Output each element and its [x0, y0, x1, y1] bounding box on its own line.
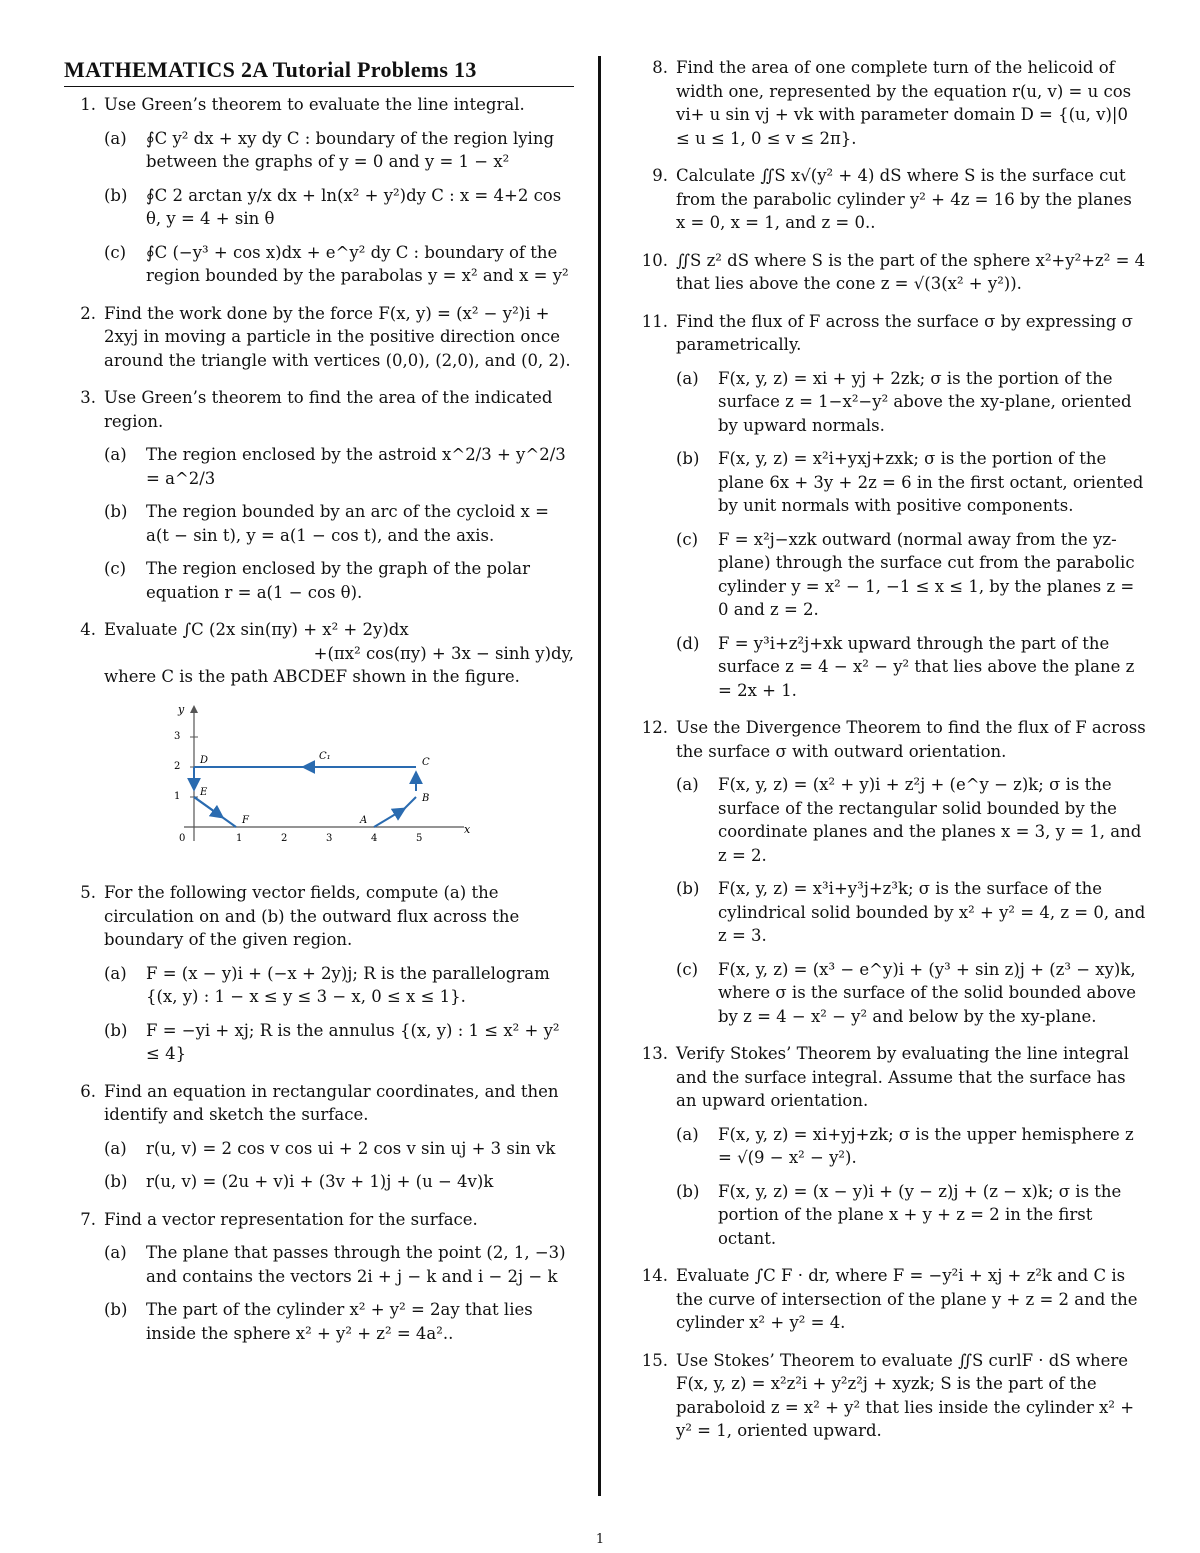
subproblem-text: F = y³i+z²j+xk upward through the part of the surface z = 4 − x² − y² that lies above the plane z = 2x + 1.	[718, 633, 1135, 700]
problem-6	[64, 1080, 574, 1194]
subproblem-label: (a)	[104, 445, 127, 464]
curve-label-c1: C₁	[319, 750, 331, 762]
subproblem-text: F(x, y, z) = x³i+y³j+z³k; σ is the surface of the cylindrical solid bounded by x² + y² = 4, z = 0, and z = 3.	[718, 879, 1146, 945]
subproblem-label: (b)	[104, 1020, 128, 1040]
subproblem-label: (b)	[676, 879, 700, 898]
problem-8	[636, 56, 1146, 150]
problem-number: 2.	[80, 303, 96, 323]
subproblem-3a	[104, 443, 574, 490]
problem-14	[636, 1264, 1146, 1335]
problem-7	[64, 1208, 574, 1346]
subproblem-text: ∮C (−y³ + cos x)dx + e^y² dy C : boundary of the region bounded by the parabolas y = x² and x = y²	[146, 242, 569, 285]
subproblem-label: (b)	[676, 1181, 700, 1201]
subproblem-13a	[676, 1123, 1146, 1170]
subproblem-label: (b)	[104, 1172, 128, 1191]
subproblem-7a	[104, 1241, 574, 1288]
point-label-b: B	[422, 792, 430, 804]
subproblem-text: r(u, v) = 2 cos v cos ui + 2 cos v sin uj + 3 sin vk	[146, 1138, 556, 1158]
problem-1	[64, 93, 574, 288]
problem-number: 10.	[641, 250, 668, 270]
subproblem-1a	[104, 127, 574, 174]
subproblem-label: (c)	[676, 529, 699, 549]
problem-text: Find the area of one complete turn of the helicoid of width one, represented by the equation r(u, v) = u cos vi+ u sin vj + vk with parameter domain D = {(u, v)|0 ≤ u ≤ 1, 0 ≤ v ≤ 2π}.	[676, 58, 1132, 148]
problem-3	[64, 386, 574, 604]
problem-text: Use the Divergence Theorem to find the flux of F across the surface σ with outward orientation.	[676, 718, 1146, 761]
subproblem-label: (a)	[676, 1124, 699, 1144]
subproblem-text: F(x, y, z) = xi + yj + 2zk; σ is the portion of the surface z = 1−x²−y² above the xy-plane, oriented by upward normals.	[718, 368, 1132, 435]
subproblem-12c	[676, 958, 1146, 1029]
subproblem-text: The region enclosed by the astroid x^2/3 + y^2/3 = a^2/3	[146, 445, 566, 488]
problem-4	[64, 618, 574, 867]
problem-text: Evaluate ∫C F · dr, where F = −y²i + xj + z²k and C is the curve of intersection of the plane y + z = 2 and the cylinder x² + y² = 4.	[676, 1266, 1138, 1332]
problem-text: For the following vector fields, compute (a) the circulation on and (b) the outward flux across the boundary of the given region.	[104, 883, 520, 949]
problem-text: Find the work done by the force F(x, y) = (x² − y²)i + 2xyj in moving a particle in the positive direction once around the triangle with vertices (0,0), (2,0), and (0, 2).	[104, 303, 571, 370]
problem-12	[636, 716, 1146, 1028]
problem-text: Use Green’s theorem to find the area of the indicated region.	[104, 388, 553, 431]
problem-text: ∬S z² dS where S is the part of the sphere x²+y²+z² = 4 that lies above the cone z = √(3(x² + y²)).	[676, 250, 1146, 293]
subproblem-6b	[104, 1170, 574, 1194]
problem-text: Find the flux of F across the surface σ by expressing σ parametrically.	[676, 311, 1133, 354]
subproblem-label: (b)	[104, 502, 128, 521]
subproblem-1b	[104, 184, 574, 231]
subproblem-label: (a)	[104, 1243, 127, 1262]
problem-text: Verify Stokes’ Theorem by evaluating the line integral and the surface integral. Assume that the surface has an upward orientation.	[676, 1044, 1129, 1110]
right-column	[636, 56, 1146, 1457]
subproblem-text: F = (x − y)i + (−x + 2y)j; R is the parallelogram {(x, y) : 1 − x ≤ y ≤ 3 − x, 0 ≤ x ≤ 1}.	[146, 963, 550, 1006]
problem-number: 5.	[80, 883, 96, 902]
path-figure	[164, 701, 484, 851]
axis-label-x: x	[464, 822, 471, 836]
problem-text: Calculate ∬S x√(y² + 4) dS where S is the surface cut from the parabolic cylinder y² + 4z = 16 by the planes x = 0, x = 1, and z = 0..	[676, 166, 1132, 232]
problem-11	[636, 310, 1146, 703]
subproblem-13b	[676, 1180, 1146, 1251]
problem-text-continued: +(πx² cos(πy) + 3x − sinh y)dy,	[313, 643, 574, 663]
subproblem-3c	[104, 557, 574, 604]
tick-x-2: 2	[281, 832, 288, 844]
subproblem-text: F = x²j−xzk outward (normal away from the yz-plane) through the surface cut from the parabolic cylinder y = x² − 1, −1 ≤ x ≤ 1, by the planes z = 0 and z = 2.	[718, 529, 1135, 619]
subproblem-text: F(x, y, z) = (x³ − e^y)i + (y³ + sin z)j + (z³ − xy)k, where σ is the surface of the solid bounded above by z = 4 − x² − y² and below by the xy-plane.	[718, 959, 1136, 1026]
subproblem-6a	[104, 1137, 574, 1161]
subproblem-text: ∮C y² dx + xy dy C : boundary of the region lying between the graphs of y = 0 and y = 1 − x²	[146, 128, 555, 171]
subproblem-label: (a)	[676, 775, 699, 794]
subproblem-text: F(x, y, z) = x²i+yxj+zxk; σ is the portion of the plane 6x + 3y + 2z = 6 in the first octant, oriented by unit normals with positive components.	[718, 449, 1144, 515]
subproblem-11b	[676, 447, 1146, 518]
subproblem-label: (d)	[676, 633, 700, 653]
point-label-f: F	[242, 814, 249, 826]
subproblem-3b	[104, 500, 574, 547]
problem-15	[636, 1349, 1146, 1443]
subproblem-11a	[676, 367, 1146, 438]
problem-10	[636, 249, 1146, 296]
problem-text: Use Green’s theorem to evaluate the line integral.	[104, 95, 525, 114]
subproblem-label: (a)	[104, 128, 127, 148]
subproblem-text: The region enclosed by the graph of the polar equation r = a(1 − cos θ).	[146, 559, 530, 602]
problem-2	[64, 302, 574, 373]
tick-x-5: 5	[416, 832, 423, 844]
subproblem-text: F(x, y, z) = xi+yj+zk; σ is the upper hemisphere z = √(9 − x² − y²).	[718, 1124, 1134, 1167]
subproblem-label: (b)	[104, 1300, 128, 1319]
subproblem-11c	[676, 528, 1146, 622]
subproblem-5b	[104, 1019, 574, 1066]
page-title: MATHEMATICS 2A Tutorial Problems 13	[64, 56, 574, 87]
subproblem-5a	[104, 962, 574, 1009]
subproblem-label: (c)	[676, 959, 699, 979]
subproblem-label: (c)	[104, 242, 127, 262]
subproblem-11d	[676, 632, 1146, 703]
problem-number: 13.	[641, 1044, 668, 1063]
problem-number: 8.	[652, 58, 668, 77]
segment-a-b	[374, 809, 404, 827]
problem-number: 3.	[80, 388, 96, 407]
tick-x-1: 1	[236, 832, 243, 844]
subproblem-label: (c)	[104, 559, 127, 578]
point-label-e: E	[200, 786, 208, 798]
problem-text: Evaluate ∫C (2x sin(πy) + x² + 2y)dx	[104, 620, 409, 639]
tick-x-3: 3	[326, 832, 333, 844]
column-divider	[598, 56, 601, 1496]
tick-x-0: 0	[179, 832, 186, 844]
subproblem-12b	[676, 877, 1146, 948]
problem-number: 12.	[641, 718, 668, 737]
subproblem-text: F(x, y, z) = (x − y)i + (y − z)j + (z − x)k; σ is the portion of the plane x + y + z = 2 in the first octant.	[718, 1181, 1122, 1248]
subproblem-text: F = −yi + xj; R is the annulus {(x, y) : 1 ≤ x² + y² ≤ 4}	[146, 1020, 560, 1063]
subproblem-text: The plane that passes through the point (2, 1, −3) and contains the vectors 2i + j − k and i − 2j − k	[146, 1243, 566, 1286]
subproblem-1c	[104, 241, 574, 288]
tick-x-4: 4	[371, 832, 378, 844]
problem-number: 6.	[80, 1081, 96, 1101]
problem-9	[636, 164, 1146, 235]
problem-text: Use Stokes’ Theorem to evaluate ∬S curlF · dS where F(x, y, z) = x²z²i + y²z²j + xyzk; S is the part of the paraboloid z = x² + y² that lies inside the cylinder x² + y² = 1, oriented upward.	[676, 1350, 1135, 1440]
subproblem-text: The region bounded by an arc of the cycloid x = a(t − sin t), y = a(1 − cos t), and the axis.	[146, 502, 549, 545]
problem-number: 1.	[80, 95, 96, 114]
left-column	[64, 56, 574, 1359]
point-label-d: D	[200, 754, 209, 766]
subproblem-text: F(x, y, z) = (x² + y)i + z²j + (e^y − z)k; σ is the surface of the rectangular solid bounded by the coordinate planes and the planes x = 3, y = 1, and z = 2.	[718, 775, 1142, 865]
problem-text-where: where C is the path ABCDEF shown in the figure.	[104, 667, 520, 686]
problem-number: 7.	[80, 1209, 96, 1229]
subproblem-text: r(u, v) = (2u + v)i + (3v + 1)j + (u − 4v)k	[146, 1172, 494, 1191]
subproblem-label: (a)	[104, 963, 127, 983]
problem-number: 15.	[641, 1350, 668, 1370]
subproblem-7b	[104, 1298, 574, 1345]
point-label-c: C	[422, 756, 430, 768]
tick-y-1: 1	[174, 790, 181, 802]
problem-number: 14.	[641, 1266, 668, 1285]
problem-text: Find an equation in rectangular coordinates, and then identify and sketch the surface.	[104, 1081, 559, 1124]
problem-5	[64, 881, 574, 1066]
subproblem-label: (b)	[104, 185, 128, 205]
subproblem-label: (a)	[676, 368, 699, 388]
subproblem-label: (a)	[104, 1138, 127, 1158]
point-label-a: A	[360, 814, 368, 826]
subproblem-label: (b)	[676, 449, 700, 468]
page-number: 1	[595, 1532, 605, 1547]
subproblem-12a	[676, 773, 1146, 867]
problem-13	[636, 1042, 1146, 1250]
problem-text: Find a vector representation for the surface.	[104, 1209, 478, 1229]
axis-label-y: y	[178, 702, 185, 716]
tick-y-3: 3	[174, 730, 181, 742]
tick-y-2: 2	[174, 760, 181, 772]
problem-number: 4.	[80, 620, 96, 639]
problem-number: 11.	[641, 311, 668, 331]
subproblem-text: The part of the cylinder x² + y² = 2ay that lies inside the sphere x² + y² + z² = 4a²..	[146, 1300, 533, 1343]
subproblem-text: ∮C 2 arctan y/x dx + ln(x² + y²)dy C : x = 4+2 cos θ, y = 4 + sin θ	[146, 185, 562, 228]
problem-number: 9.	[652, 166, 668, 185]
